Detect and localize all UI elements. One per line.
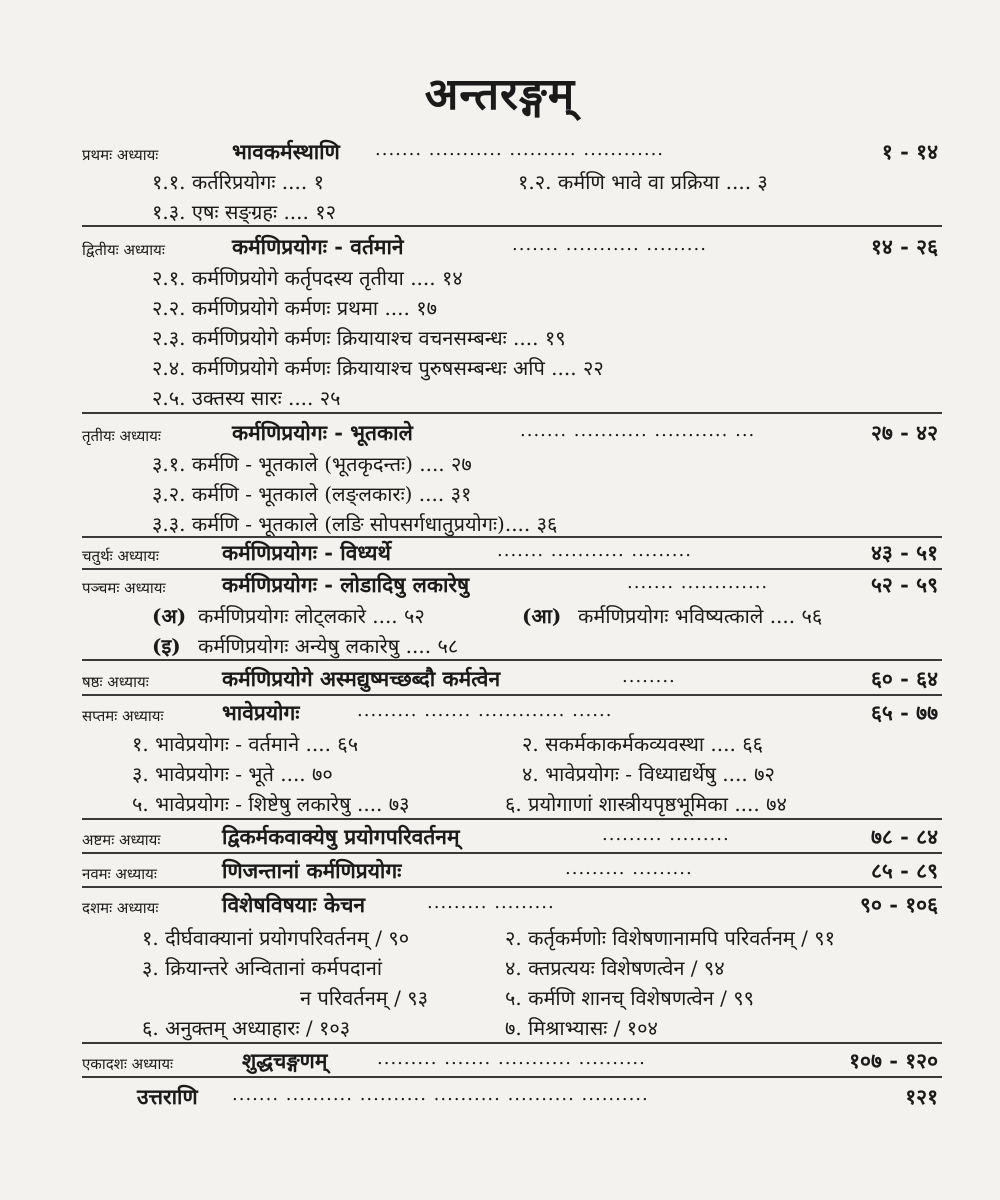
chapter-label: एकादशः अध्यायः (82, 1055, 174, 1073)
chapter-9-row (0, 856, 1000, 886)
section-entry: १. दीर्घवाक्यानां प्रयोगपरिवर्तनम् / ९० (142, 926, 410, 950)
section-row (0, 166, 1000, 196)
section-row (0, 478, 1000, 508)
section-entry: १.२. कर्मणि भावे वा प्रक्रिया .... ३ (518, 170, 768, 194)
divider (82, 659, 942, 661)
divider (82, 694, 942, 696)
section-row (0, 630, 1000, 660)
chapter-label: सप्तमः अध्यायः (82, 707, 164, 725)
chapter-title: द्विकर्मकवाक्येषु प्रयोगपरिवर्तनम् (222, 824, 460, 849)
chapter-title: भावकर्मस्थाणि (232, 139, 340, 164)
page-range: ६० - ६४ (870, 666, 938, 691)
chapter-label: द्वितीयः अध्यायः (82, 241, 165, 259)
page-range: २७ - ४२ (870, 420, 938, 445)
chapter-title: णिजन्तानां कर्मणिप्रयोगः (222, 858, 402, 883)
section-entry: ७. मिश्राभ्यासः / १०४ (505, 1016, 658, 1040)
section-entry: ५. भावेप्रयोगः - शिष्टेषु लकारेषु .... ७३ (132, 792, 410, 816)
section-entry: २.३. कर्मणिप्रयोगे कर्मणः क्रियायाश्च वचनसम्बन्धः .... १९ (152, 326, 566, 350)
section-entry: ३.१. कर्मणि - भूतकाले (भूतकृदन्तः) .... २७ (152, 452, 472, 476)
section-row (0, 292, 1000, 322)
divider (82, 1042, 942, 1044)
chapter-6-row (0, 664, 1000, 694)
section-entry: ३. भावेप्रयोगः - भूते .... ७० (132, 762, 333, 786)
leader-dots: ......... ......... (565, 858, 693, 879)
section-marker: (अ) (152, 604, 187, 628)
section-entry: न परिवर्तनम् / ९३ (300, 986, 429, 1010)
leader-dots: ......... ......... (602, 824, 730, 845)
divider (82, 852, 942, 854)
section-entry: १.१. कर्तरिप्रयोगः .... १ (152, 170, 324, 194)
section-marker: (आ) (522, 604, 562, 628)
page-title: अन्तरङ्गम् (424, 69, 576, 120)
chapter-title: कर्मणिप्रयोगः - लोडादिषु लकारेषु (222, 572, 470, 597)
divider (82, 886, 942, 888)
page-range: ७८ - ८४ (870, 824, 938, 849)
section-entry: कर्मणिप्रयोगः अन्येषु लकारेषु .... ५८ (198, 634, 459, 658)
chapter-8-row (0, 822, 1000, 852)
section-entry: २.२. कर्मणिप्रयोगे कर्मणः प्रथमा .... १७ (152, 296, 438, 320)
chapter-label: षष्ठः अध्यायः (82, 673, 149, 691)
page-range: १२१ (905, 1084, 938, 1109)
chapter-title: शुद्धचङ्गणम् (242, 1048, 328, 1073)
chapter-title: भावेप्रयोगः (222, 700, 300, 725)
leader-dots: ......... ....... ............. ...... (357, 700, 613, 721)
section-entry: ३.२. कर्मणि - भूतकाले (लङ्लकारः) .... ३१ (152, 482, 472, 506)
section-row (0, 788, 1000, 818)
page-range: १०७ - १२० (849, 1048, 938, 1073)
section-row (0, 758, 1000, 788)
chapter-7-row (0, 698, 1000, 728)
chapter-title: कर्मणिप्रयोगः - विध्यर्थे (222, 540, 391, 565)
section-row (0, 448, 1000, 478)
section-row (0, 922, 1000, 952)
section-row (0, 600, 1000, 630)
leader-dots: ....... ........... ......... (512, 234, 707, 255)
chapter-label: प्रथमः अध्यायः (82, 146, 159, 164)
section-row (0, 262, 1000, 292)
divider (82, 225, 942, 227)
section-entry: १. भावेप्रयोगः - वर्तमाने .... ६५ (132, 732, 359, 756)
page-range: ८५ - ८९ (870, 858, 938, 883)
section-entry: कर्मणिप्रयोगः लोट्लकारे .... ५२ (198, 604, 425, 628)
divider (82, 1076, 942, 1078)
chapter-label: अष्टमः अध्यायः (82, 831, 161, 849)
section-entry: २.१. कर्मणिप्रयोगे कर्तृपदस्य तृतीया .... १४ (152, 266, 463, 290)
leader-dots: ........ (622, 666, 676, 687)
leader-dots: ......... ......... (427, 892, 555, 913)
section-marker: (इ) (152, 634, 181, 658)
section-row (0, 196, 1000, 226)
section-entry: ४. क्तप्रत्ययः विशेषणत्वेन / ९४ (505, 956, 725, 980)
chapter-title: कर्मणिप्रयोगः - वर्तमाने (232, 234, 404, 259)
chapter-label: तृतीयः अध्यायः (82, 427, 161, 445)
page-range: १ - १४ (881, 139, 938, 164)
chapter-label: पञ्चमः अध्यायः (82, 579, 166, 597)
divider (82, 818, 942, 820)
leader-dots: ....... .......... .......... .......... .......... .......... (232, 1084, 649, 1105)
chapter-title: विशेषविषयाः केचन (222, 892, 366, 917)
page-range: ६५ - ७७ (870, 700, 938, 725)
section-row (0, 508, 1000, 538)
section-entry: २. सकर्मकाकर्मकव्यवस्था .... ६६ (522, 732, 764, 756)
leader-dots: ....... ........... ......... (497, 540, 692, 561)
chapter-label: चतुर्थः अध्यायः (82, 547, 159, 565)
answers-title: उत्तराणि (137, 1084, 198, 1109)
leader-dots: ....... ............. (627, 572, 769, 593)
chapter-4-row (0, 538, 1000, 568)
chapter-1-row (0, 137, 1000, 167)
section-entry: ४. भावेप्रयोगः - विध्याद्यर्थेषु .... ७२ (522, 762, 775, 786)
section-entry: २.५. उक्तस्य सारः .... २५ (152, 386, 341, 410)
chapter-title: कर्मणिप्रयोगे अस्मद्युष्मच्छब्दौ कर्मत्वेन (222, 666, 501, 691)
section-entry: १.३. एषः सङ्ग्रहः .... १२ (152, 200, 337, 224)
chapter-11-row (0, 1046, 1000, 1076)
chapter-10-row (0, 890, 1000, 920)
section-row (0, 982, 1000, 1012)
section-row (0, 382, 1000, 412)
section-row (0, 728, 1000, 758)
page-range: ९० - १०६ (860, 892, 938, 917)
page-range: ४३ - ५१ (870, 540, 938, 565)
page-range: १४ - २६ (870, 234, 938, 259)
leader-dots: ....... ........... .......... ............ (375, 139, 665, 160)
section-entry: ५. कर्मणि शानच् विशेषणत्वेन / ९९ (505, 986, 755, 1010)
chapter-2-row (0, 232, 1000, 262)
section-entry: ३. क्रियान्तरे अन्वितानां कर्मपदानां (142, 956, 383, 980)
chapter-3-row (0, 418, 1000, 448)
section-entry: ६. अनुक्तम् अध्याहारः / १०३ (142, 1016, 351, 1040)
section-row (0, 352, 1000, 382)
section-entry: २.४. कर्मणिप्रयोगे कर्मणः क्रियायाश्च पुरुषसम्बन्धः अपि .... २२ (152, 356, 604, 380)
leader-dots: ......... ....... ........... .......... (377, 1048, 646, 1069)
section-entry: ६. प्रयोगाणां शास्त्रीयपृष्ठभूमिका .... ७४ (505, 792, 787, 816)
section-row (0, 322, 1000, 352)
section-entry: ३.३. कर्मणि - भूतकाले (लङि सोपसर्गधातुप्रयोगः).... ३६ (152, 512, 558, 536)
section-entry: २. कर्तृकर्मणोः विशेषणानामपि परिवर्तनम् / ९१ (505, 926, 836, 950)
divider (82, 412, 942, 414)
page-range: ५२ - ५९ (870, 572, 938, 597)
section-entry: कर्मणिप्रयोगः भविष्यत्काले .... ५६ (578, 604, 823, 628)
chapter-label: दशमः अध्यायः (82, 899, 159, 917)
chapter-5-row (0, 570, 1000, 600)
chapter-title: कर्मणिप्रयोगः - भूतकाले (232, 420, 413, 445)
leader-dots: ....... ........... ........... ... (520, 420, 756, 441)
chapter-label: नवमः अध्यायः (82, 865, 157, 883)
answers-row (0, 1082, 1000, 1112)
section-row (0, 1012, 1000, 1042)
section-row (0, 952, 1000, 982)
